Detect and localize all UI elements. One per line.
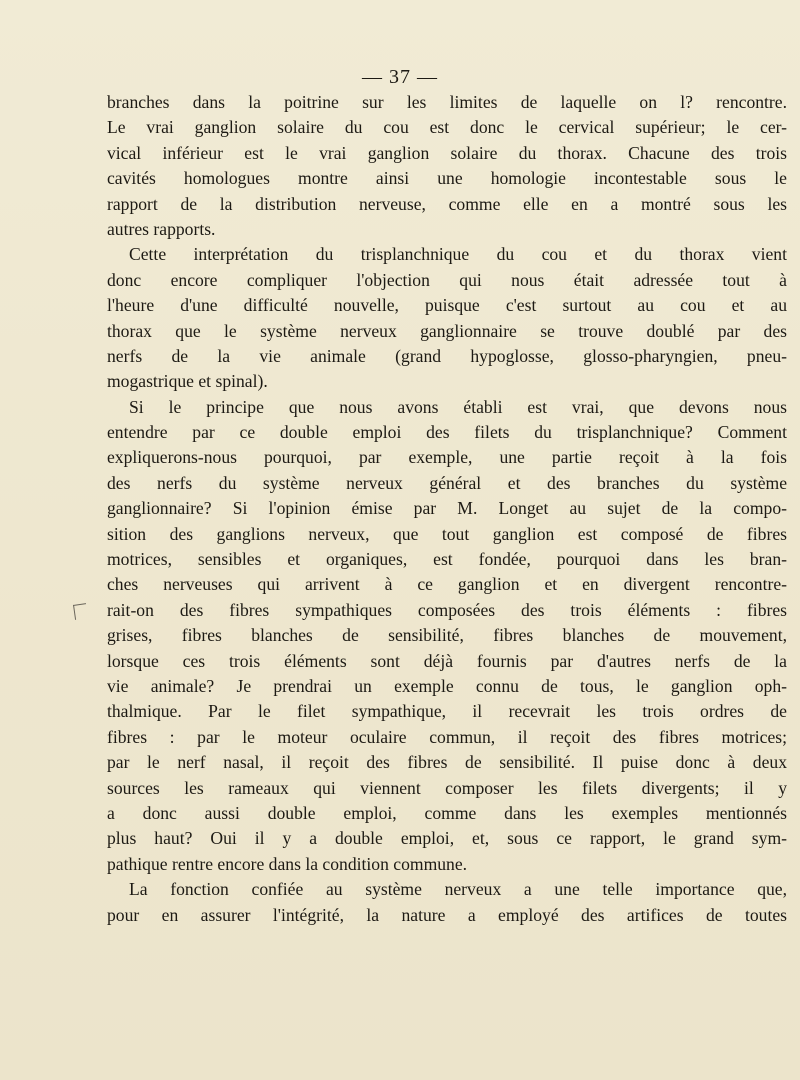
text-line: mogastrique et spinal).: [107, 371, 268, 392]
text-line: a donc aussi double emploi, comme dans les exemples mentionnés: [107, 802, 787, 823]
text-line: des nerfs du système nerveux général et des branches du système: [107, 472, 787, 493]
text-line: Si le principe que nous avons établi est vrai, que devons nous: [129, 396, 787, 417]
text-line: branches dans la poitrine sur les limites de laquelle on l? rencontre.: [107, 92, 787, 112]
text-line: expliquerons-nous pourquoi, par exemple, une partie reçoit à la fois: [107, 447, 787, 468]
text-line: rait-on des fibres sympathiques composées des trois éléments : fibres: [107, 599, 787, 620]
text-line: sources les rameaux qui viennent composer les filets divergents; il y: [107, 777, 787, 798]
text-line: entendre par ce double emploi des filets du trisplanchnique? Comment: [107, 422, 787, 443]
text-line: donc encore compliquer l'objection qui nous était adressée tout à: [107, 269, 787, 290]
text-line: cavités homologues montre ainsi une homologie incontestable sous le: [107, 168, 787, 189]
text-line: autres rapports.: [107, 218, 216, 239]
text-line: La fonction confiée au système nerveux a une telle importance que,: [129, 879, 787, 900]
text-line: fibres : par le moteur oculaire commun, il reçoit des fibres motrices;: [107, 726, 787, 747]
text-line: vie animale? Je prendrai un exemple connu de tous, le ganglion oph-: [107, 675, 787, 696]
text-line: pathique rentre encore dans la condition commune.: [107, 853, 468, 874]
text-line: lorsque ces trois éléments sont déjà fournis par d'autres nerfs de la: [107, 650, 787, 671]
page-number: — 37 —: [362, 66, 438, 88]
text-line: thorax que le système nerveux ganglionnaire se trouve doublé par des: [107, 320, 787, 341]
text-line: sition des ganglions nerveux, que tout ganglion est composé de fibres: [107, 523, 787, 544]
text-line: plus haut? Oui il y a double emploi, et, sous ce rapport, le grand sym-: [107, 828, 787, 849]
text-line: ches nerveuses qui arrivent à ce ganglion et en divergent rencontre-: [107, 574, 787, 595]
text-line: thalmique. Par le filet sympathique, il recevrait les trois ordres de: [107, 701, 787, 722]
text-line: par le nerf nasal, il reçoit des fibres de sensibilité. Il puise donc à deux: [107, 752, 787, 773]
text-line: pour en assurer l'intégrité, la nature a employé des artifices de toutes: [107, 904, 787, 925]
text-line: l'heure d'une difficulté nouvelle, puisque c'est surtout au cou et au: [107, 295, 787, 316]
text-line: rapport de la distribution nerveuse, comme elle en a montré sous les: [107, 193, 787, 214]
text-line: grises, fibres blanches de sensibilité, fibres blanches de mouvement,: [107, 625, 787, 646]
text-line: Cette interprétation du trisplanchnique du cou et du thorax vient: [129, 244, 787, 265]
margin-pencil-mark: [73, 603, 88, 620]
body-text: [107, 90, 787, 928]
text-line: motrices, sensibles et organiques, est fondée, pourquoi dans les bran-: [107, 549, 787, 570]
text-line: vical inférieur est le vrai ganglion solaire du thorax. Chacune des trois: [107, 142, 787, 163]
text-line: nerfs de la vie animale (grand hypoglosse, glosso-pharyngien, pneu-: [107, 345, 787, 366]
text-line: Le vrai ganglion solaire du cou est donc le cervical supérieur; le cer-: [107, 117, 787, 138]
text-line: ganglionnaire? Si l'opinion émise par M. Longet au sujet de la compo-: [107, 498, 787, 519]
